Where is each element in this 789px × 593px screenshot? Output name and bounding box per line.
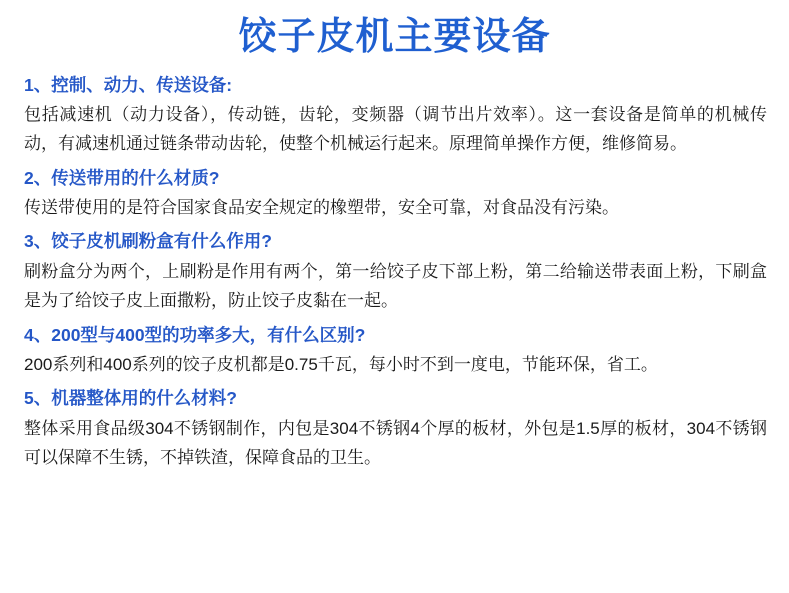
faq-answer-2: 传送带使用的是符合国家食品安全规定的橡塑带，安全可靠，对食品没有污染。 [24,198,619,218]
faq-question-1: 1、控制、动力、传送设备: [24,74,233,95]
faq-answer-3: 刷粉盒分为两个，上刷粉是作用有两个，第一给饺子皮下部上粉，第二给输送带表面上粉，下刷盒是为了给饺子皮上面撒粉，防止饺子皮黏在一起。 [24,262,767,311]
faq-section-2 [22,161,767,223]
faq-answer-4: 200系列和400系列的饺子皮机都是0.75千瓦，每小时不到一度电，节能环保，省工。 [24,355,658,375]
faq-section-3 [22,224,767,315]
faq-section-5 [22,381,767,472]
faq-question-4: 4、200型与400型的功率多大，有什么区别? [24,324,366,345]
faq-question-3: 3、饺子皮机刷粉盒有什么作用? [24,231,272,252]
faq-answer-1: 包括减速机（动力设备），传动链，齿轮，变频器（调节出片效率）。这一套设备是简单的机械传动，有减速机通过链条带动齿轮，使整个机械运行起来。原理简单操作方便，维修简易。 [24,105,767,154]
faq-section-1 [22,68,767,159]
faq-answer-5: 整体采用食品级304不锈钢制作，内包是304不锈钢4个厚的板材，外包是1.5厚的板材，304不锈钢可以保障不生锈，不掉铁渣，保障食品的卫生。 [24,419,767,468]
faq-question-5: 5、机器整体用的什么材料? [24,388,237,409]
faq-question-2: 2、传送带用的什么材质? [24,167,220,188]
page-title: 饺子皮机主要设备 [238,16,551,58]
faq-section-4 [22,318,767,380]
